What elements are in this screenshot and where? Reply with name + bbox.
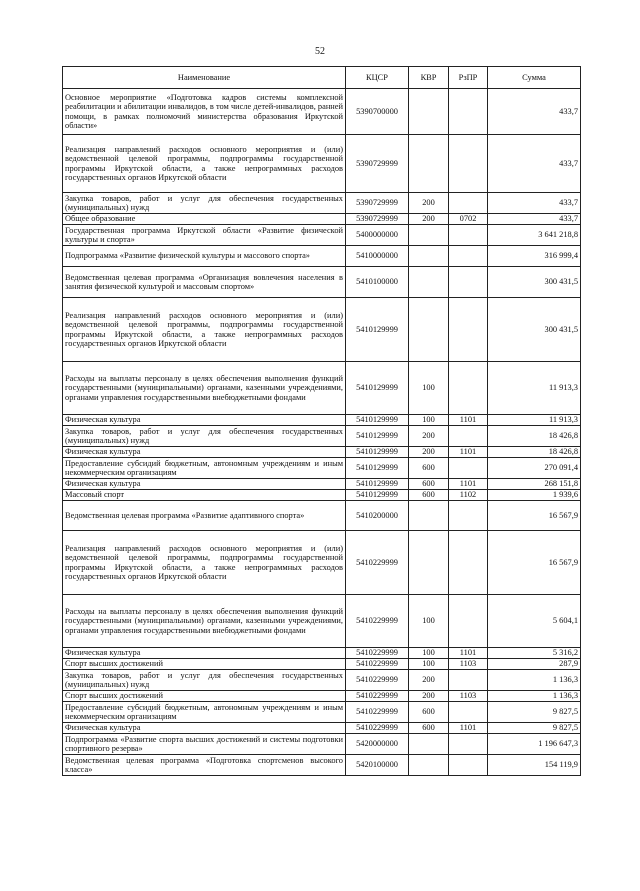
cell-kvr [409,501,449,531]
cell-kcsr: 5390729999 [346,135,409,193]
table-row [63,670,581,691]
header-name: Наименование [63,67,346,89]
table-row [63,723,581,734]
cell-kcsr: 5410229999 [346,691,409,702]
cell-rzpr [449,267,488,298]
cell-sum: 433,7 [488,193,581,214]
cell-sum: 1 939,6 [488,490,581,501]
table-row [63,89,581,135]
table-row [63,490,581,501]
cell-rzpr [449,755,488,776]
cell-sum: 5 316,2 [488,648,581,659]
cell-sum: 433,7 [488,89,581,135]
cell-kcsr: 5410100000 [346,267,409,298]
header-kvr: КВР [409,67,449,89]
cell-kcsr: 5410129999 [346,362,409,415]
cell-kcsr: 5390729999 [346,193,409,214]
cell-sum: 9 827,5 [488,702,581,723]
table-row [63,531,581,595]
table-header-row [63,67,581,89]
cell-rzpr [449,225,488,246]
table-row [63,595,581,648]
cell-rzpr [449,595,488,648]
cell-name: Физическая культура [63,723,346,734]
cell-rzpr: 1102 [449,490,488,501]
table-row [63,362,581,415]
cell-rzpr [449,458,488,479]
table-row [63,246,581,267]
table-row [63,267,581,298]
cell-kvr: 200 [409,691,449,702]
cell-kcsr: 5410229999 [346,723,409,734]
header-rzpr: РзПР [449,67,488,89]
cell-name: Ведомственная целевая программа «Организация вовлечения населения в занятия физической культурой и массовым спортом» [63,267,346,298]
table-row [63,298,581,362]
cell-kcsr: 5410129999 [346,458,409,479]
page-number: 52 [315,46,325,57]
cell-kcsr: 5410229999 [346,595,409,648]
cell-sum: 16 567,9 [488,501,581,531]
cell-rzpr [449,298,488,362]
cell-kvr [409,225,449,246]
cell-name: Расходы на выплаты персоналу в целях обеспечения выполнения функций государственными (муниципальными) органами, казенными учреждениями, органами управления государственными внебюджетными фондами [63,362,346,415]
table-row [63,426,581,447]
cell-name: Закупка товаров, работ и услуг для обеспечения государственных (муниципальных) нужд [63,670,346,691]
cell-kvr: 600 [409,723,449,734]
cell-rzpr [449,702,488,723]
cell-name: Предоставление субсидий бюджетным, автономным учреждениям и иным некоммерческим организациям [63,702,346,723]
cell-sum: 433,7 [488,214,581,225]
cell-kvr [409,734,449,755]
cell-sum: 316 999,4 [488,246,581,267]
cell-name: Реализация направлений расходов основного мероприятия и (или) ведомственной целевой программы, подпрограммы государственной программы Иркутской области, а также непрограммных расходов государственных органов Иркутской области [63,298,346,362]
cell-rzpr: 0702 [449,214,488,225]
cell-kvr: 100 [409,415,449,426]
table-row [63,479,581,490]
cell-kvr [409,298,449,362]
cell-name: Физическая культура [63,648,346,659]
table-row [63,447,581,458]
cell-name: Физическая культура [63,479,346,490]
cell-rzpr: 1101 [449,723,488,734]
cell-kvr [409,135,449,193]
cell-name: Спорт высших достижений [63,691,346,702]
cell-rzpr [449,89,488,135]
cell-name: Реализация направлений расходов основного мероприятия и (или) ведомственной целевой программы, подпрограммы государственной программы Иркутской области, а также непрограммных расходов государственных органов Иркутской области [63,531,346,595]
cell-kcsr: 5410229999 [346,670,409,691]
cell-kvr: 200 [409,670,449,691]
cell-kcsr: 5410129999 [346,490,409,501]
cell-sum: 9 827,5 [488,723,581,734]
cell-name: Общее образование [63,214,346,225]
cell-sum: 18 426,8 [488,447,581,458]
cell-kvr: 200 [409,426,449,447]
cell-sum: 1 136,3 [488,670,581,691]
cell-kvr: 200 [409,193,449,214]
cell-kvr [409,267,449,298]
table-row [63,648,581,659]
cell-name: Подпрограмма «Развитие физической культуры и массового спорта» [63,246,346,267]
cell-name: Ведомственная целевая программа «Подготовка спортсменов высокого класса» [63,755,346,776]
cell-kvr: 600 [409,479,449,490]
cell-sum: 433,7 [488,135,581,193]
cell-kvr: 600 [409,490,449,501]
table-row [63,193,581,214]
cell-kvr: 100 [409,362,449,415]
cell-sum: 1 136,3 [488,691,581,702]
table-row [63,501,581,531]
cell-name: Реализация направлений расходов основного мероприятия и (или) ведомственной целевой программы, подпрограммы государственной программы Иркутской области, а также непрограммных расходов государственных органов Иркутской области [63,135,346,193]
table-row [63,691,581,702]
cell-name: Основное мероприятие «Подготовка кадров системы комплексной реабилитации и абилитации инвалидов, в том числе детей-инвалидов, ранней помощи, в рамках полномочий министерства образования Иркутской области» [63,89,346,135]
cell-sum: 270 091,4 [488,458,581,479]
cell-kcsr: 5390729999 [346,214,409,225]
cell-rzpr [449,246,488,267]
cell-sum: 11 913,3 [488,415,581,426]
cell-rzpr [449,734,488,755]
cell-kcsr: 5390700000 [346,89,409,135]
cell-kvr [409,246,449,267]
cell-name: Подпрограмма «Развитие спорта высших достижений и системы подготовки спортивного резерва» [63,734,346,755]
table-row [63,214,581,225]
cell-name: Массовый спорт [63,490,346,501]
cell-rzpr [449,531,488,595]
cell-kvr [409,531,449,595]
cell-kcsr: 5410229999 [346,531,409,595]
cell-sum: 154 119,9 [488,755,581,776]
cell-kcsr: 5410200000 [346,501,409,531]
cell-sum: 1 196 647,3 [488,734,581,755]
cell-sum: 3 641 218,8 [488,225,581,246]
cell-rzpr [449,670,488,691]
cell-sum: 300 431,5 [488,298,581,362]
cell-name: Физическая культура [63,447,346,458]
cell-rzpr [449,501,488,531]
cell-sum: 18 426,8 [488,426,581,447]
cell-name: Закупка товаров, работ и услуг для обеспечения государственных (муниципальных) нужд [63,426,346,447]
cell-rzpr: 1101 [449,447,488,458]
header-sum: Сумма [488,67,581,89]
cell-kvr: 100 [409,595,449,648]
cell-kvr: 100 [409,648,449,659]
table-row [63,135,581,193]
cell-kvr: 200 [409,214,449,225]
cell-rzpr [449,135,488,193]
table-row [63,702,581,723]
cell-rzpr: 1103 [449,659,488,670]
cell-name: Физическая культура [63,415,346,426]
cell-rzpr: 1101 [449,415,488,426]
cell-name: Спорт высших достижений [63,659,346,670]
cell-kvr: 600 [409,702,449,723]
cell-kcsr: 5410000000 [346,246,409,267]
cell-name: Ведомственная целевая программа «Развитие адаптивного спорта» [63,501,346,531]
cell-sum: 287,9 [488,659,581,670]
cell-rzpr [449,426,488,447]
cell-kvr: 200 [409,447,449,458]
cell-kvr [409,89,449,135]
cell-kvr: 100 [409,659,449,670]
cell-kcsr: 5420100000 [346,755,409,776]
cell-rzpr: 1101 [449,648,488,659]
cell-kvr: 600 [409,458,449,479]
table-row [63,755,581,776]
cell-kvr [409,755,449,776]
budget-table [62,66,581,776]
cell-kcsr: 5410129999 [346,298,409,362]
cell-kcsr: 5410229999 [346,702,409,723]
cell-name: Государственная программа Иркутской области «Развитие физической культуры и спорта» [63,225,346,246]
cell-kcsr: 5410229999 [346,659,409,670]
table-row [63,458,581,479]
cell-kcsr: 5400000000 [346,225,409,246]
cell-kcsr: 5410129999 [346,479,409,490]
table-row [63,415,581,426]
cell-name: Предоставление субсидий бюджетным, автономным учреждениям и иным некоммерческим организациям [63,458,346,479]
table-row [63,659,581,670]
cell-sum: 5 604,1 [488,595,581,648]
cell-rzpr: 1101 [449,479,488,490]
cell-kcsr: 5410129999 [346,426,409,447]
table-row [63,225,581,246]
cell-rzpr: 1103 [449,691,488,702]
header-kcsr: КЦСР [346,67,409,89]
table-row [63,734,581,755]
cell-name: Расходы на выплаты персоналу в целях обеспечения выполнения функций государственными (муниципальными) органами, казенными учреждениями, органами управления государственными внебюджетными фондами [63,595,346,648]
cell-sum: 300 431,5 [488,267,581,298]
cell-sum: 16 567,9 [488,531,581,595]
cell-kcsr: 5410129999 [346,415,409,426]
cell-sum: 268 151,8 [488,479,581,490]
cell-kcsr: 5410229999 [346,648,409,659]
cell-sum: 11 913,3 [488,362,581,415]
cell-kcsr: 5410129999 [346,447,409,458]
cell-kcsr: 5420000000 [346,734,409,755]
cell-rzpr [449,362,488,415]
cell-rzpr [449,193,488,214]
cell-name: Закупка товаров, работ и услуг для обеспечения государственных (муниципальных) нужд [63,193,346,214]
